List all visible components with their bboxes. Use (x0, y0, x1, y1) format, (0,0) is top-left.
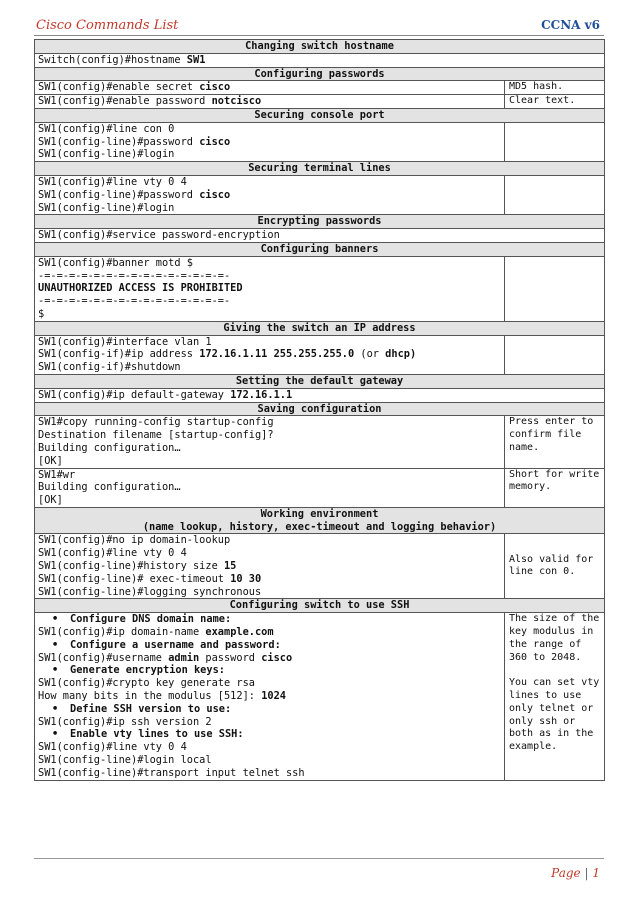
command-row: SW1(config)#ip default-gateway 172.16.1.1 (35, 388, 605, 402)
bullet-step: • Configure DNS domain name: (52, 613, 232, 626)
commands-table (34, 39, 605, 781)
section-title-gateway: Setting the default gateway (35, 374, 605, 388)
command-block: SW1(config)#line con 0 SW1(config-line)#password cisco SW1(config-line)#login (35, 122, 505, 161)
section-title-banner: Configuring banners (35, 242, 605, 256)
course-label: CCNA v6 (541, 18, 600, 32)
command-row: SW1(config)#enable password notcisco (35, 95, 505, 109)
command-block: SW1(config)#no ip domain-lookup SW1(config)#line vty 0 4 SW1(config-line)#history size 15 SW1(config-line)# exec-timeout 10 30 SW1(config-line)#logging synchronous (35, 534, 505, 599)
page-number: Page | 1 (551, 866, 600, 880)
section-title-ssh: Configuring switch to use SSH (35, 599, 605, 613)
section-title-encrypt: Encrypting passwords (35, 215, 605, 229)
footer-divider (34, 858, 604, 859)
command-block: SW1#copy running-config startup-config Destination filename [startup-config]? Building configuration… [OK] (35, 416, 505, 468)
command-note: MD5 hash. (505, 81, 605, 95)
command-note (505, 122, 605, 161)
command-block: SW1(config)#interface vlan 1 SW1(config-if)#ip address 172.16.1.11 255.255.255.0 (or dhcp) SW1(config-if)#shutdown (35, 335, 505, 374)
bullet-step: • Define SSH version to use: (52, 702, 232, 715)
command-block: • Configure DNS domain name: SW1(config)#ip domain-name example.com • Configure a username and password: SW1(config)#username admin password cisco • Generate encryption keys: SW1(config)#crypto key generate rsa How many bits in the modulus [512]: 1024 • Define SSH version to use: SW1(config)#ip ssh version 2 • Enable vty lines to use SSH: SW1(config)#line vty 0 4 SW1(config-line)#login local SW1(config-line)#transport input telnet ssh (35, 613, 505, 780)
command-row: SW1(config)#service password-encryption (35, 229, 605, 243)
command-note (505, 256, 605, 321)
bullet-step: • Generate encryption keys: (52, 664, 225, 677)
command-block: SW1(config)#banner motd $ -=-=-=-=-=-=-=-=-=-=-=-=-=-=-=- UNAUTHORIZED ACCESS IS PROHIBITED -=-=-=-=-=-=-=-=-=-=-=-=-=-=-=- $ (35, 256, 505, 321)
document-title: Cisco Commands List (36, 18, 179, 33)
section-title-ip: Giving the switch an IP address (35, 321, 605, 335)
section-title-saving: Saving configuration (35, 402, 605, 416)
command-note: Clear text. (505, 95, 605, 109)
bullet-step: • Configure a username and password: (52, 638, 281, 651)
section-title-console: Securing console port (35, 108, 605, 122)
command-note: Press enter to confirm file name. (505, 416, 605, 468)
command-note (505, 335, 605, 374)
header-divider (34, 35, 604, 36)
section-title-environment: Working environment (name lookup, history, exec-timeout and logging behavior) (35, 507, 605, 534)
command-block: SW1(config)#line vty 0 4 SW1(config-line)#password cisco SW1(config-line)#login (35, 175, 505, 214)
section-title-passwords: Configuring passwords (35, 67, 605, 81)
bullet-step: • Enable vty lines to use SSH: (52, 728, 244, 741)
command-note: Short for write memory. (505, 468, 605, 507)
section-title-hostname: Changing switch hostname (35, 40, 605, 54)
section-title-vty: Securing terminal lines (35, 162, 605, 176)
command-block: SW1#wr Building configuration… [OK] (35, 468, 505, 507)
command-note (505, 175, 605, 214)
command-note: The size of the key modulus in the range of 360 to 2048. You can set vty lines to use only telnet or only ssh or both as in the example. (505, 613, 605, 780)
command-note: Also valid for line con 0. (505, 534, 605, 599)
command-row: SW1(config)#enable secret cisco (35, 81, 505, 95)
command-row: Switch(config)#hostname SW1 (35, 53, 605, 67)
